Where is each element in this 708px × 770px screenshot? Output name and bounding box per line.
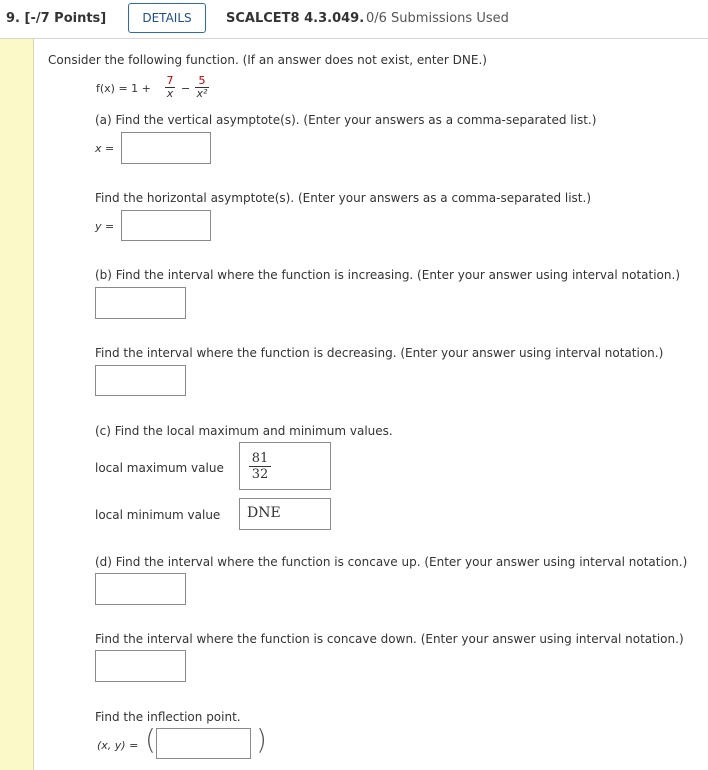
- inflection-label: (x, y) =: [97, 739, 139, 752]
- inflection-prompt: Find the inflection point.: [95, 710, 241, 724]
- concave-up-interval-input[interactable]: [95, 573, 186, 605]
- fraction-denominator: x²: [196, 87, 208, 100]
- fraction-5-over-x-squared: [194, 75, 210, 100]
- inflection-point-input[interactable]: [156, 728, 251, 759]
- open-parenthesis: (: [145, 723, 156, 756]
- function-minus: −: [181, 82, 191, 95]
- fraction-denominator: x: [166, 87, 174, 100]
- vertical-asymptote-input[interactable]: [121, 132, 211, 164]
- horizontal-asymptote-prompt: Find the horizontal asymptote(s). (Enter your answers as a comma-separated list.): [95, 191, 592, 205]
- question-header: [0, 0, 708, 38]
- horizontal-asymptote-label: y =: [95, 220, 115, 233]
- local-minimum-label: local minimum value: [95, 508, 221, 522]
- concave-down-prompt: Find the interval where the function is concave down. (Enter your answer using interval notation.): [95, 632, 684, 646]
- submissions-used: 0/6 Submissions Used: [366, 11, 509, 26]
- local-maximum-fraction: [248, 451, 272, 482]
- increasing-interval-input[interactable]: [95, 287, 186, 319]
- header-divider: [0, 38, 708, 39]
- intro-text: Consider the following function. (If an answer does not exist, enter DNE.): [48, 53, 487, 67]
- concave-up-prompt: (d) Find the interval where the function is concave up. (Enter your answer using interval notation.): [95, 555, 688, 569]
- decreasing-interval-input[interactable]: [95, 365, 186, 396]
- vertical-asymptote-label: x =: [95, 142, 115, 155]
- local-minimum-input[interactable]: DNE: [239, 498, 331, 530]
- fraction-7-over-x: [165, 75, 175, 100]
- horizontal-asymptote-input[interactable]: [121, 210, 211, 241]
- local-values-prompt: (c) Find the local maximum and minimum values.: [95, 424, 393, 438]
- close-parenthesis: ): [256, 723, 267, 756]
- details-button[interactable]: DETAILS: [128, 3, 206, 33]
- fraction-numerator: 5: [198, 74, 206, 87]
- fraction-numerator: 81: [251, 451, 269, 466]
- function-lhs: f(x) = 1 +: [96, 82, 151, 95]
- question-number: 9. [-/7 Points]: [6, 11, 107, 26]
- fraction-denominator: 32: [251, 467, 269, 482]
- concave-down-interval-input[interactable]: [95, 650, 186, 682]
- local-maximum-label: local maximum value: [95, 461, 224, 475]
- vertical-asymptote-prompt: (a) Find the vertical asymptote(s). (Enter your answers as a comma-separated list.): [95, 113, 597, 127]
- problem-code: SCALCET8 4.3.049.: [226, 11, 365, 26]
- fraction-numerator: 7: [166, 74, 174, 87]
- increasing-prompt: (b) Find the interval where the function is increasing. (Enter your answer using interval notation.): [95, 268, 680, 282]
- question-left-bar: [0, 39, 34, 770]
- decreasing-prompt: Find the interval where the function is decreasing. (Enter your answer using interval notation.): [95, 346, 664, 360]
- local-maximum-input[interactable]: [239, 442, 331, 490]
